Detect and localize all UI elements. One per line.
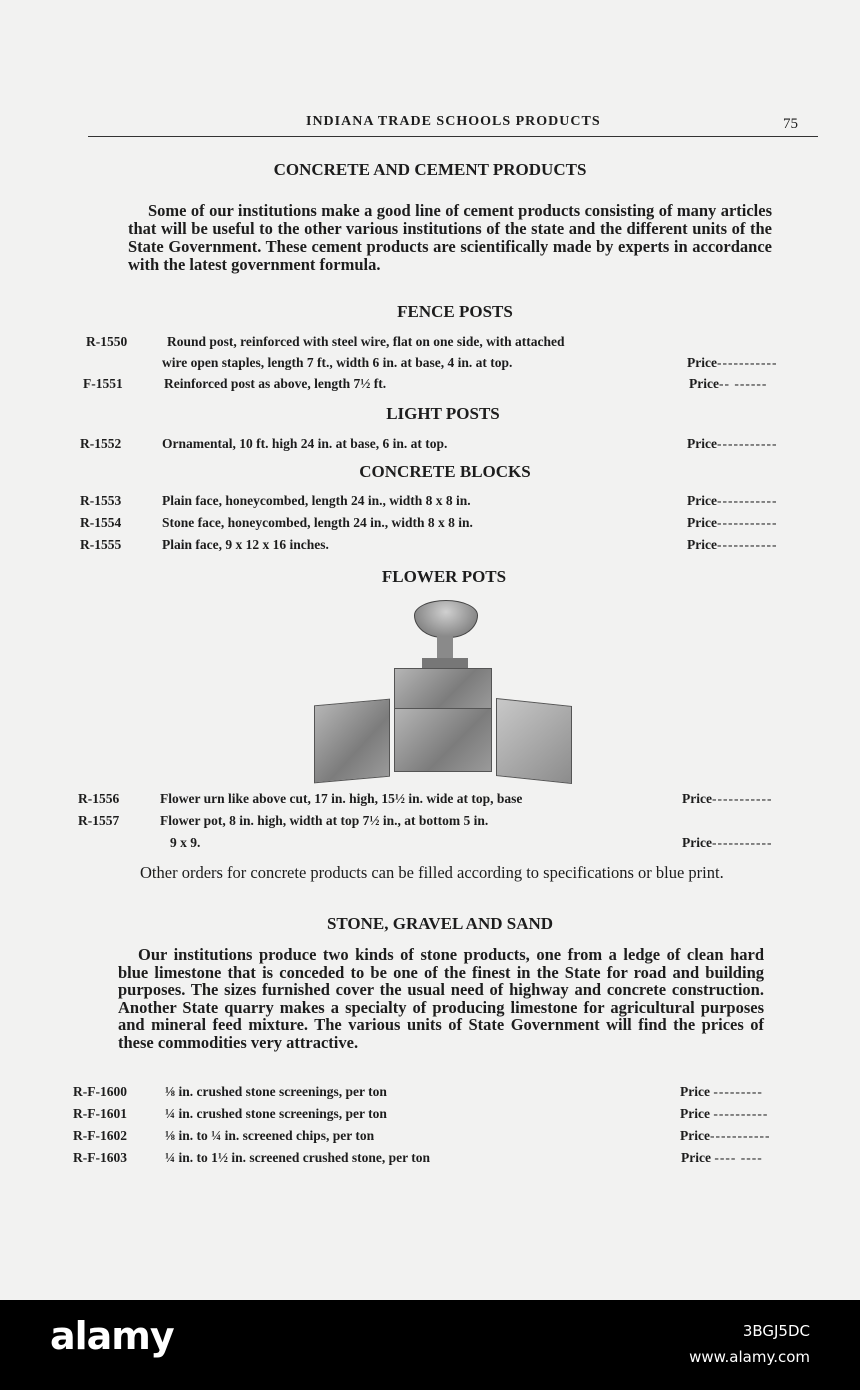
price-field: Price-----------	[682, 791, 773, 806]
item-description: ¼ in. to 1½ in. screened crushed stone, per ton	[165, 1150, 431, 1165]
price-field: Price-----------	[682, 835, 773, 850]
item-row	[0, 376, 860, 396]
price-field: Price-----------	[680, 1128, 771, 1143]
item-description: Ornamental, 10 ft. high 24 in. at base, 6 in. at top.	[162, 436, 448, 451]
item-row	[0, 355, 860, 375]
stone-paragraph: Our institutions produce two kinds of stone products, one from a ledge of clean hard blue limestone that is conceded to be one of the finest in the State for road and building purposes. The sizes furnished cover the usual need of highway and concrete construction. Another State quarry makes a specialty of producing limestone for agricultural purposes and mineral feed mixture. The various units of State Government will find the prices of these commodities very attractive.	[118, 945, 764, 1052]
item-code: R-F-1601	[73, 1106, 127, 1121]
urn-stem	[437, 636, 453, 660]
item-description: 9 x 9.	[170, 835, 201, 850]
price-field: Price-----------	[687, 537, 778, 552]
item-code: F-1551	[83, 376, 123, 391]
item-description: Flower urn like above cut, 17 in. high, 15½ in. wide at top, base	[160, 791, 523, 806]
price-field: Price-----------	[687, 493, 778, 508]
item-code: R-F-1603	[73, 1150, 127, 1165]
item-row	[0, 813, 860, 833]
price-field: Price ----------	[680, 1106, 769, 1121]
item-description: Flower pot, 8 in. high, width at top 7½ in., at bottom 5 in.	[160, 813, 489, 828]
item-code: R-1552	[80, 436, 122, 451]
item-code: R-F-1602	[73, 1128, 127, 1143]
header-title: INDIANA TRADE SCHOOLS PRODUCTS	[306, 114, 601, 129]
price-field: Price-----------	[687, 355, 778, 370]
item-row	[0, 1150, 860, 1170]
item-description: Reinforced post as above, length 7½ ft.	[164, 376, 387, 391]
price-field: Price-----------	[687, 515, 778, 530]
page-number: 75	[783, 116, 798, 132]
concrete-block	[394, 708, 492, 772]
section-stone-gravel-sand: STONE, GRAVEL AND SAND	[326, 914, 554, 933]
item-description: Plain face, 9 x 12 x 16 inches.	[162, 537, 329, 552]
site-url: www.alamy.com	[689, 1348, 810, 1366]
section-fence-posts: FENCE POSTS	[397, 302, 513, 321]
urn-base	[422, 658, 468, 668]
price-field: Price-----------	[687, 436, 778, 451]
item-code: R-1556	[78, 791, 120, 806]
item-description: ⅛ in. crushed stone screenings, per ton	[165, 1084, 387, 1099]
price-field: Price ---- ----	[681, 1150, 763, 1165]
running-header	[88, 112, 818, 137]
item-code: R-1550	[86, 334, 128, 349]
other-orders-paragraph: Other orders for concrete products can be filled according to specifications or blue print.	[140, 863, 724, 882]
watermark-bar	[0, 1300, 860, 1390]
item-description: wire open staples, length 7 ft., width 6 in. at base, 4 in. at top.	[162, 355, 513, 370]
image-id: 3BGJ5DC	[742, 1322, 810, 1340]
item-description: ¼ in. crushed stone screenings, per ton	[165, 1106, 387, 1121]
section-light-posts: LIGHT POSTS	[386, 404, 500, 423]
page-title: CONCRETE AND CEMENT PRODUCTS	[273, 160, 587, 179]
item-row	[0, 791, 860, 811]
price-field: Price-- ------	[689, 376, 768, 391]
urn-bowl	[414, 600, 478, 638]
intro-paragraph: Some of our institutions make a good line of cement products consisting of many articles that will be useful to the other various institutions of the state and the different units of the State Government. These cement products are scientifically made by experts in accordance with the latest government formula.	[128, 201, 772, 274]
item-row	[0, 835, 860, 855]
item-description: Stone face, honeycombed, length 24 in., width 8 x 8 in.	[162, 515, 473, 530]
flower-urn-and-blocks-photo	[310, 598, 575, 783]
item-description: Round post, reinforced with steel wire, flat on one side, with attached	[167, 334, 565, 349]
concrete-block	[394, 668, 492, 710]
item-row	[0, 1106, 860, 1126]
item-row	[0, 1128, 860, 1148]
item-code: R-1557	[78, 813, 120, 828]
item-description: ⅛ in. to ¼ in. screened chips, per ton	[165, 1128, 375, 1143]
alamy-logo: alamy	[50, 1314, 174, 1358]
item-row	[0, 436, 860, 456]
section-flower-pots: FLOWER POTS	[381, 567, 507, 586]
concrete-block	[314, 699, 390, 784]
item-code: R-1554	[80, 515, 122, 530]
item-row	[0, 515, 860, 535]
price-field: Price ---------	[680, 1084, 763, 1099]
item-row	[0, 493, 860, 513]
section-concrete-blocks: CONCRETE BLOCKS	[359, 462, 531, 481]
item-code: R-F-1600	[73, 1084, 127, 1099]
item-row	[0, 537, 860, 557]
item-row	[0, 1084, 860, 1104]
item-description: Plain face, honeycombed, length 24 in., width 8 x 8 in.	[162, 493, 471, 508]
concrete-block	[496, 698, 572, 784]
item-row	[0, 334, 860, 354]
item-code: R-1553	[80, 493, 122, 508]
item-code: R-1555	[80, 537, 122, 552]
